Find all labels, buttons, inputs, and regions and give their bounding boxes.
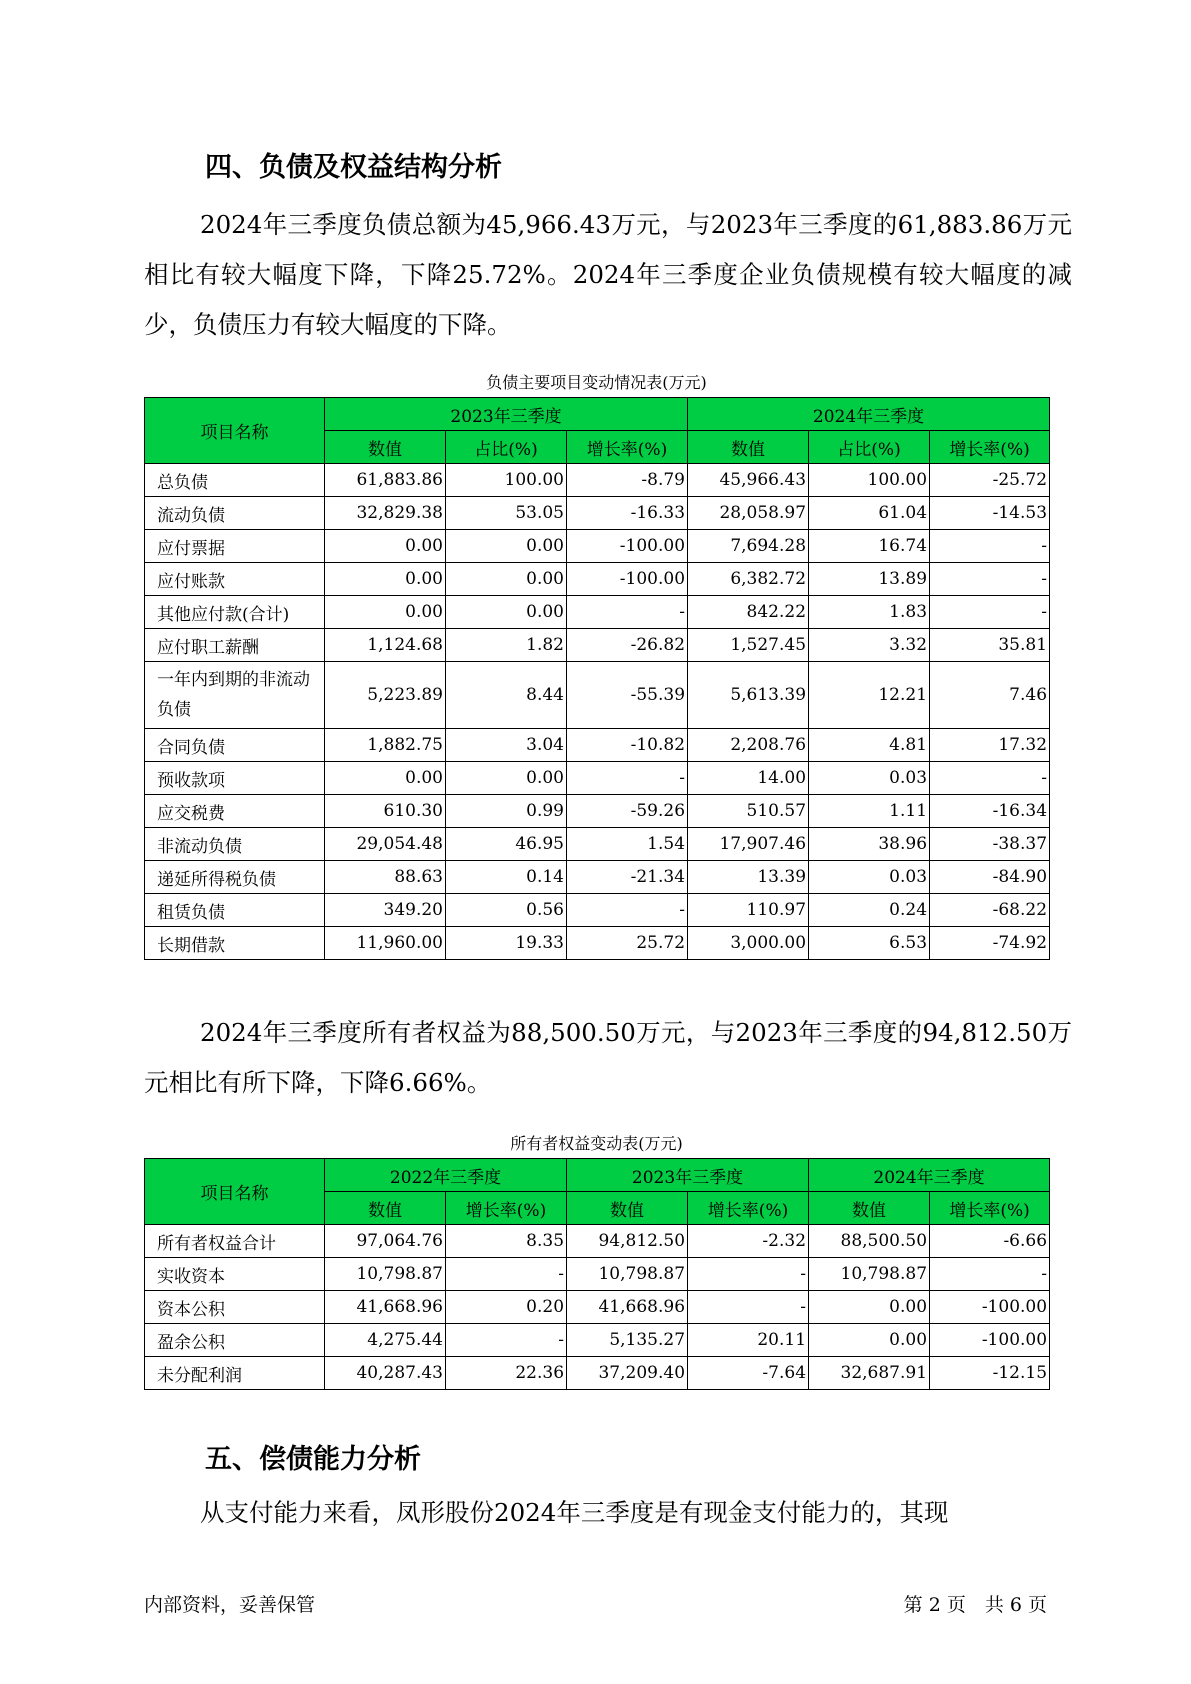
- table-cell: -68.22: [930, 894, 1050, 927]
- table-cell: 0.00: [325, 563, 446, 596]
- header-period-2024: 2024年三季度: [688, 398, 1050, 431]
- table-cell: -12.15: [930, 1357, 1050, 1390]
- table-cell: 100.00: [446, 464, 567, 497]
- table-cell: 11,960.00: [325, 927, 446, 960]
- header-growth: 增长率(%): [930, 1192, 1050, 1225]
- table-row: [145, 1357, 1050, 1390]
- table-row: [145, 729, 1050, 762]
- table-cell: 842.22: [688, 596, 809, 629]
- table-cell: -100.00: [930, 1291, 1050, 1324]
- liability-table-caption: 负债主要项目变动情况表(万元): [486, 373, 707, 392]
- section-heading-solvency: 五、偿债能力分析: [205, 1444, 421, 1475]
- table-cell: 88.63: [325, 861, 446, 894]
- table-cell: 8.44: [446, 662, 567, 729]
- table-row: [145, 828, 1050, 861]
- table-cell: -8.79: [567, 464, 688, 497]
- header-value: 数值: [809, 1192, 930, 1225]
- table-cell: -16.33: [567, 497, 688, 530]
- table-row: [145, 530, 1050, 563]
- table-cell: 19.33: [446, 927, 567, 960]
- table-cell: 0.00: [446, 530, 567, 563]
- table-cell: 1,882.75: [325, 729, 446, 762]
- table-cell: -: [567, 894, 688, 927]
- table-cell: 610.30: [325, 795, 446, 828]
- header-value: 数值: [567, 1192, 688, 1225]
- table-cell: 0.00: [325, 762, 446, 795]
- table-cell: 1.83: [809, 596, 930, 629]
- table-cell: 32,829.38: [325, 497, 446, 530]
- table-cell: -59.26: [567, 795, 688, 828]
- table-cell: 10,798.87: [809, 1258, 930, 1291]
- table-row: [145, 497, 1050, 530]
- table-cell: 4,275.44: [325, 1324, 446, 1357]
- table-cell: 0.14: [446, 861, 567, 894]
- table-cell: 0.00: [325, 596, 446, 629]
- table-cell: -: [567, 762, 688, 795]
- row-label: 合同负债: [145, 729, 325, 762]
- table-cell: 1.11: [809, 795, 930, 828]
- header-period-2024: 2024年三季度: [809, 1159, 1050, 1192]
- table-cell: 0.00: [809, 1291, 930, 1324]
- table-cell: 3.04: [446, 729, 567, 762]
- table-cell: -: [930, 596, 1050, 629]
- table-row: [145, 629, 1050, 662]
- header-value: 数值: [325, 431, 446, 464]
- row-label: 非流动负债: [145, 828, 325, 861]
- table-cell: 32,687.91: [809, 1357, 930, 1390]
- table-cell: 8.35: [446, 1225, 567, 1258]
- table-cell: 0.20: [446, 1291, 567, 1324]
- liability-table: [144, 397, 1050, 960]
- table-cell: 1.54: [567, 828, 688, 861]
- row-label: 其他应付款(合计): [145, 596, 325, 629]
- footer-confidential-note: 内部资料，妥善保管: [144, 1594, 316, 1616]
- table-cell: 5,223.89: [325, 662, 446, 729]
- table-cell: 16.74: [809, 530, 930, 563]
- table-cell: 17.32: [930, 729, 1050, 762]
- table-cell: 110.97: [688, 894, 809, 927]
- row-label: 总负债: [145, 464, 325, 497]
- table-cell: -38.37: [930, 828, 1050, 861]
- table-row: [145, 1225, 1050, 1258]
- table-cell: 28,058.97: [688, 497, 809, 530]
- row-label: 递延所得税负债: [145, 861, 325, 894]
- table-cell: -2.32: [688, 1225, 809, 1258]
- table-cell: -: [446, 1258, 567, 1291]
- table-cell: 2,208.76: [688, 729, 809, 762]
- row-label: 应付职工薪酬: [145, 629, 325, 662]
- table-cell: 0.03: [809, 762, 930, 795]
- table-cell: 61,883.86: [325, 464, 446, 497]
- table-row: [145, 662, 1050, 729]
- table-cell: 0.00: [446, 596, 567, 629]
- table-cell: 1,527.45: [688, 629, 809, 662]
- table-cell: 6.53: [809, 927, 930, 960]
- table-cell: 22.36: [446, 1357, 567, 1390]
- table-cell: -: [446, 1324, 567, 1357]
- table-cell: 349.20: [325, 894, 446, 927]
- table-cell: -25.72: [930, 464, 1050, 497]
- table-cell: 0.24: [809, 894, 930, 927]
- row-label: 应交税费: [145, 795, 325, 828]
- table-cell: -: [930, 1258, 1050, 1291]
- header-growth: 增长率(%): [567, 431, 688, 464]
- table-cell: -100.00: [567, 530, 688, 563]
- table-cell: 100.00: [809, 464, 930, 497]
- table-cell: 1,124.68: [325, 629, 446, 662]
- table-row: [145, 861, 1050, 894]
- table-cell: -14.53: [930, 497, 1050, 530]
- table-cell: -6.66: [930, 1225, 1050, 1258]
- table-cell: -84.90: [930, 861, 1050, 894]
- table-cell: 94,812.50: [567, 1225, 688, 1258]
- table-cell: -7.64: [688, 1357, 809, 1390]
- table-cell: -100.00: [567, 563, 688, 596]
- row-label: 租赁负债: [145, 894, 325, 927]
- equity-paragraph: 2024年三季度所有者权益为88,500.50万元，与2023年三季度的94,812.50万元相比有所下降，下降6.66%。: [144, 1018, 1072, 1097]
- header-value: 数值: [325, 1192, 446, 1225]
- table-cell: 41,668.96: [325, 1291, 446, 1324]
- table-row: [145, 795, 1050, 828]
- footer-page-number: 第 2 页 共 6 页: [903, 1594, 1047, 1616]
- table-row: [145, 1258, 1050, 1291]
- table-cell: 45,966.43: [688, 464, 809, 497]
- header-share: 占比(%): [446, 431, 567, 464]
- table-cell: 10,798.87: [567, 1258, 688, 1291]
- table-row: [145, 927, 1050, 960]
- table-cell: -10.82: [567, 729, 688, 762]
- table-cell: 13.39: [688, 861, 809, 894]
- row-label: 所有者权益合计: [145, 1225, 325, 1258]
- header-growth: 增长率(%): [930, 431, 1050, 464]
- table-cell: 12.21: [809, 662, 930, 729]
- table-cell: -: [930, 530, 1050, 563]
- table-cell: -74.92: [930, 927, 1050, 960]
- table-cell: -16.34: [930, 795, 1050, 828]
- row-label: 应付账款: [145, 563, 325, 596]
- table-cell: 14.00: [688, 762, 809, 795]
- table-cell: 13.89: [809, 563, 930, 596]
- equity-table-caption: 所有者权益变动表(万元): [510, 1134, 683, 1153]
- table-cell: 7.46: [930, 662, 1050, 729]
- table-cell: 88,500.50: [809, 1225, 930, 1258]
- row-label: 盈余公积: [145, 1324, 325, 1357]
- table-cell: 46.95: [446, 828, 567, 861]
- table-cell: 3.32: [809, 629, 930, 662]
- header-item-name: 项目名称: [145, 398, 325, 464]
- table-row: [145, 894, 1050, 927]
- row-label: 长期借款: [145, 927, 325, 960]
- table-cell: 35.81: [930, 629, 1050, 662]
- row-label: 流动负债: [145, 497, 325, 530]
- row-label: 未分配利润: [145, 1357, 325, 1390]
- section-heading-liabilities: 四、负债及权益结构分析: [205, 152, 502, 183]
- table-cell: -: [688, 1258, 809, 1291]
- header-value: 数值: [688, 431, 809, 464]
- table-cell: 41,668.96: [567, 1291, 688, 1324]
- header-period-2023: 2023年三季度: [325, 398, 688, 431]
- header-growth: 增长率(%): [688, 1192, 809, 1225]
- table-cell: 10,798.87: [325, 1258, 446, 1291]
- table-cell: -: [567, 596, 688, 629]
- table-cell: 7,694.28: [688, 530, 809, 563]
- table-cell: 0.00: [446, 762, 567, 795]
- table-cell: 510.57: [688, 795, 809, 828]
- table-cell: 6,382.72: [688, 563, 809, 596]
- row-label: 预收款项: [145, 762, 325, 795]
- table-cell: -100.00: [930, 1324, 1050, 1357]
- header-period-2022: 2022年三季度: [325, 1159, 567, 1192]
- table-row: [145, 762, 1050, 795]
- table-cell: 17,907.46: [688, 828, 809, 861]
- table-row: [145, 1291, 1050, 1324]
- table-cell: 61.04: [809, 497, 930, 530]
- table-cell: 0.00: [325, 530, 446, 563]
- header-share: 占比(%): [809, 431, 930, 464]
- table-cell: 3,000.00: [688, 927, 809, 960]
- table-cell: -: [688, 1291, 809, 1324]
- table-cell: 38.96: [809, 828, 930, 861]
- row-label: 应付票据: [145, 530, 325, 563]
- solvency-paragraph: 从支付能力来看，凤形股份2024年三季度是有现金支付能力的，其现: [200, 1498, 949, 1527]
- table-cell: 4.81: [809, 729, 930, 762]
- table-cell: -: [930, 762, 1050, 795]
- table-cell: 40,287.43: [325, 1357, 446, 1390]
- table-cell: 0.56: [446, 894, 567, 927]
- table-cell: 37,209.40: [567, 1357, 688, 1390]
- table-cell: 25.72: [567, 927, 688, 960]
- table-cell: -55.39: [567, 662, 688, 729]
- header-growth: 增长率(%): [446, 1192, 567, 1225]
- table-cell: 0.03: [809, 861, 930, 894]
- row-label: 一年内到期的非流动负债: [145, 662, 325, 729]
- header-item-name: 项目名称: [145, 1159, 325, 1225]
- table-row: [145, 596, 1050, 629]
- table-cell: 53.05: [446, 497, 567, 530]
- table-cell: 5,135.27: [567, 1324, 688, 1357]
- table-cell: 1.82: [446, 629, 567, 662]
- table-cell: -: [930, 563, 1050, 596]
- table-row: [145, 1324, 1050, 1357]
- table-cell: -26.82: [567, 629, 688, 662]
- table-cell: 20.11: [688, 1324, 809, 1357]
- table-row: [145, 464, 1050, 497]
- table-cell: 5,613.39: [688, 662, 809, 729]
- equity-table: [144, 1158, 1050, 1390]
- header-period-2023: 2023年三季度: [567, 1159, 809, 1192]
- table-cell: 29,054.48: [325, 828, 446, 861]
- liabilities-paragraph: 2024年三季度负债总额为45,966.43万元，与2023年三季度的61,883.86万元相比有较大幅度下降，下降25.72%。2024年三季度企业负债规模有较大幅度的减少，负债压力有较大幅度的下降。: [144, 210, 1072, 339]
- row-label: 资本公积: [145, 1291, 325, 1324]
- table-cell: 0.00: [809, 1324, 930, 1357]
- table-row: [145, 563, 1050, 596]
- table-cell: 97,064.76: [325, 1225, 446, 1258]
- row-label: 实收资本: [145, 1258, 325, 1291]
- table-cell: 0.00: [446, 563, 567, 596]
- table-cell: -21.34: [567, 861, 688, 894]
- table-cell: 0.99: [446, 795, 567, 828]
